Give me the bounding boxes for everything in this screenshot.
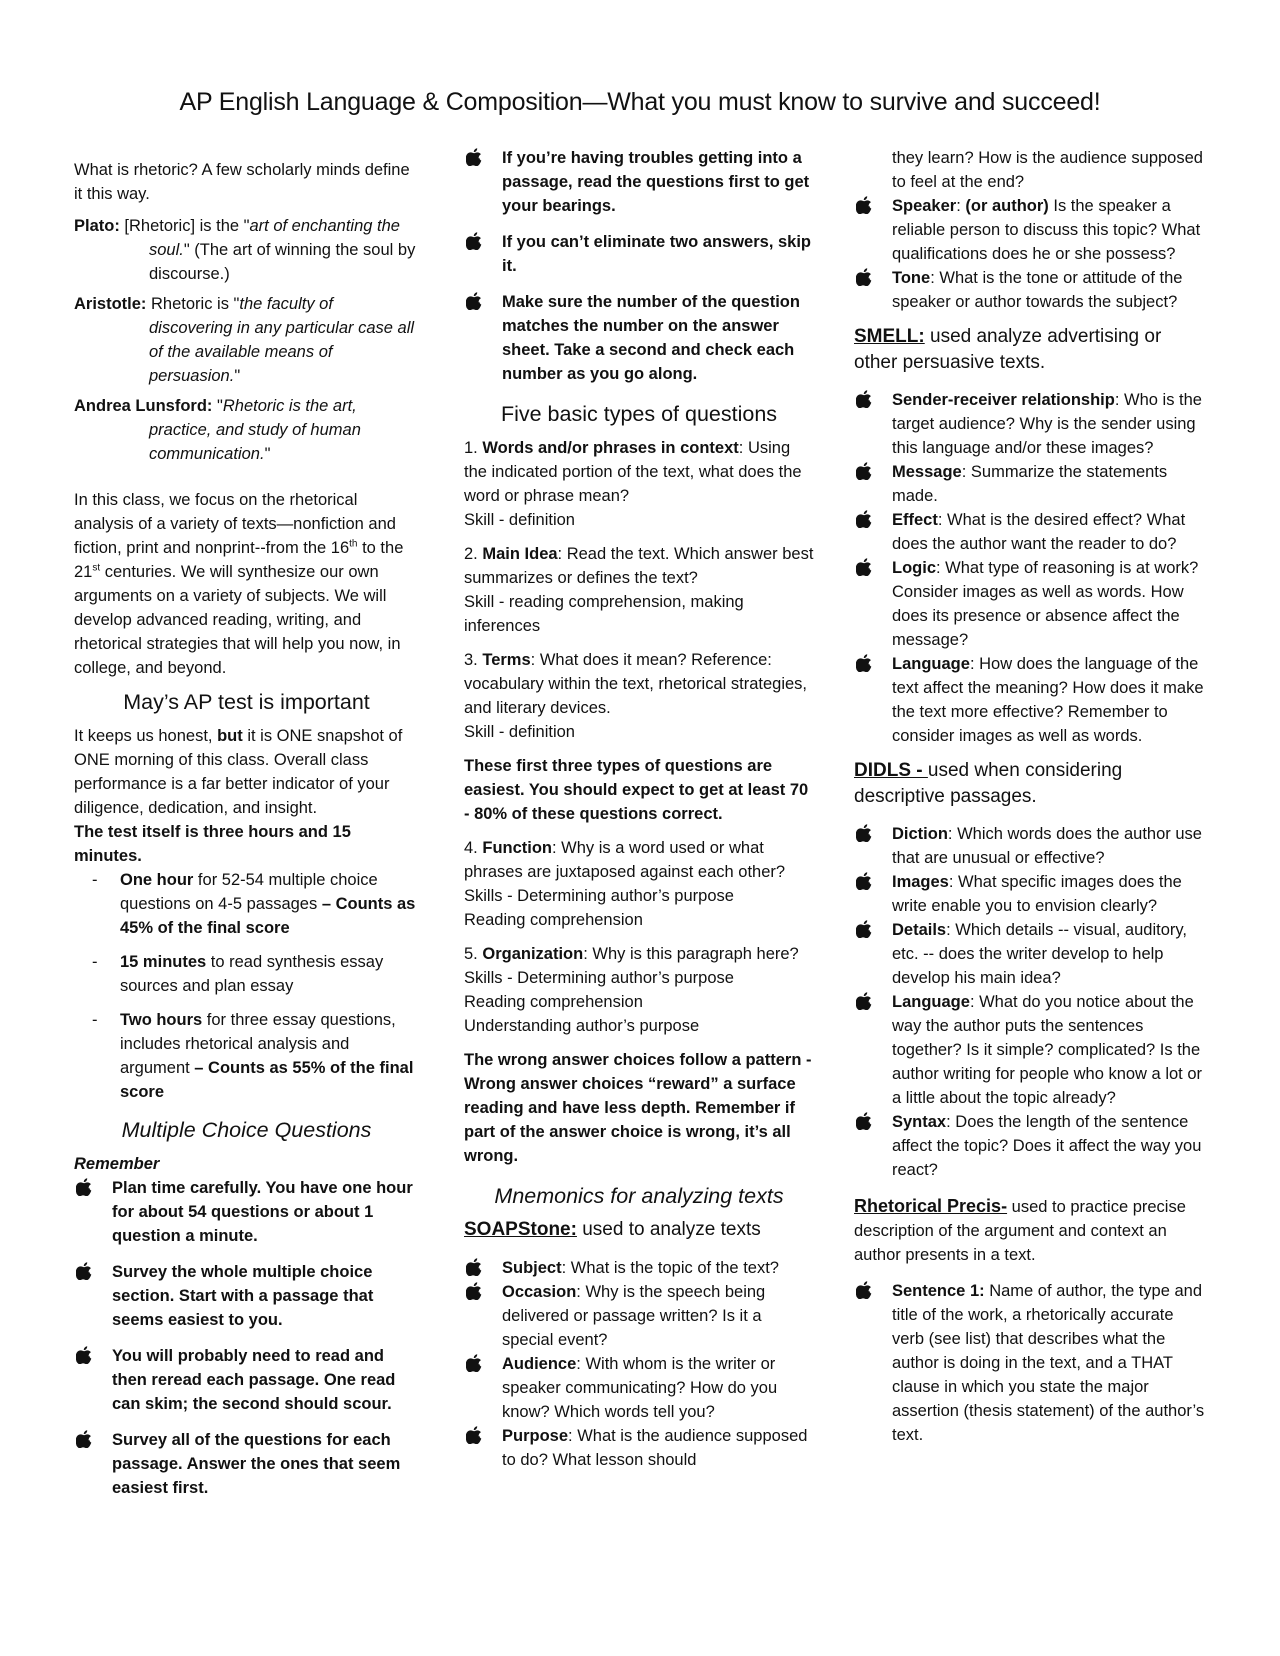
precis-list (854, 1279, 1206, 1447)
list-item (464, 290, 814, 386)
list-item (854, 1279, 1206, 1447)
type-name: Terms (482, 651, 531, 669)
item-text: : (956, 197, 966, 215)
definition-name: Aristotle: (74, 295, 147, 313)
list-item (464, 230, 814, 278)
tips-list (464, 146, 814, 386)
item-text: : How does the language of the text affect the meaning? How does it make the text more effective? Remember to consider images as well as words. (892, 655, 1204, 745)
type-desc: : Using the indicated portion of the text, what does the word or phrase mean? (464, 439, 802, 505)
definition-post: " (234, 367, 241, 385)
list-item (74, 868, 419, 940)
smell-desc: used analyze advertising or other persuasive texts. (854, 326, 1162, 373)
item-term: Syntax (892, 1113, 947, 1131)
list-item (464, 1256, 814, 1280)
soapstone-heading (464, 1218, 814, 1242)
type-desc: : What does it mean? Reference: vocabulary within the text, rhetorical strategies, and literary devices. (464, 651, 807, 717)
item-text: : What do you notice about the way the author puts the sentences together? Is it simple? complicated? Is the author writing for people who know a lot or a little about the topic already? (892, 993, 1203, 1107)
definition-pre: [Rhetoric] is the " (119, 217, 250, 235)
item-text: Make sure the number of the question matches the number on the answer sheet. Take a second and check each number as you go along. (502, 293, 800, 383)
apple-bullet-icon (466, 232, 482, 250)
list-item (854, 990, 1206, 1110)
dash-marker: - (92, 1011, 98, 1029)
question-type-desc (464, 836, 814, 884)
type-number: 1. (464, 439, 483, 457)
page-title: AP English Language & Composition—What you must know to survive and succeed! (179, 88, 1101, 116)
multiple-choice-heading: Multiple Choice Questions (121, 1118, 372, 1142)
item-text: : What type of reasoning is at work? Consider images as well as words. How does its presence or absence affect the message? (892, 559, 1199, 649)
soapstone-desc: used to analyze texts (576, 1219, 761, 1240)
didls-label: DIDLS - (854, 760, 928, 781)
apple-bullet-icon (856, 824, 872, 842)
type-skill: Skill - definition (464, 511, 575, 529)
list-item (74, 950, 419, 998)
honest-text-c: it is ONE snapshot of ONE morning of this class. Overall class performance is a far better indicator of your diligence, dedication, and insight. (74, 727, 403, 817)
item-term: Images (892, 873, 949, 891)
type-name: Words and/or phrases in context (482, 439, 739, 457)
rhetoric-intro: What is rhetoric? A few scholarly minds define it this way. (74, 161, 410, 203)
item-term: Details (892, 921, 947, 939)
item-bold: Two hours (120, 1011, 203, 1029)
apple-bullet-icon (856, 196, 872, 214)
smell-list (854, 388, 1206, 748)
apple-bullet-icon (466, 1354, 482, 1372)
type-number: 4. (464, 839, 483, 857)
question-types-heading: Five basic types of questions (500, 402, 778, 426)
test-length: The test itself is three hours and 15 minutes. (74, 823, 351, 865)
apple-bullet-icon (856, 462, 872, 480)
honest-paragraph (74, 724, 419, 820)
definition-quote: Rhetoric is the art, practice, and study of human communication. (149, 397, 361, 463)
column-1 (74, 158, 419, 1500)
item-text: to read synthesis essay sources and plan essay (120, 953, 384, 995)
definition-name: Plato: (74, 217, 120, 235)
question-type (464, 542, 814, 638)
class-description (74, 488, 419, 680)
question-type-desc (464, 942, 814, 966)
definition-name: Andrea Lunsford: (74, 397, 213, 415)
definition-aristotle (74, 292, 419, 388)
apple-bullet-icon (856, 992, 872, 1010)
apple-bullet-icon (856, 558, 872, 576)
item-term: Speaker (892, 197, 957, 215)
definition-pre: " (212, 397, 223, 415)
item-text: If you’re having troubles getting into a passage, read the questions first to get your bearings. (502, 149, 810, 215)
apple-bullet-icon (76, 1346, 92, 1364)
apple-bullet-icon (466, 1426, 482, 1444)
didls-heading (854, 758, 1206, 810)
item-term: Purpose (502, 1427, 569, 1445)
item-term: Language (892, 655, 970, 673)
item-term: Effect (892, 511, 938, 529)
list-item (854, 652, 1206, 748)
type-skill: Skills - Determining author’s purpose (464, 887, 734, 905)
apple-bullet-icon (856, 920, 872, 938)
list-item (854, 918, 1206, 990)
definition-lunsford (74, 394, 419, 466)
apple-bullet-icon (856, 1281, 872, 1299)
item-text: : Summarize the statements made. (892, 463, 1168, 505)
list-item (854, 388, 1206, 460)
question-type-desc (464, 648, 814, 720)
item-text: Name of author, the type and title of the work, a rhetorically accurate verb (see list) that describes what the author is doing in the text, and a THAT clause in which you state the major assertion (thesis statement) of the author’s text. (892, 1282, 1205, 1444)
list-item (854, 460, 1206, 508)
list-item (464, 1424, 814, 1472)
apple-bullet-icon (466, 1258, 482, 1276)
item-text: : What is the audience supposed to do? What lesson should (502, 1427, 808, 1469)
list-item (854, 194, 1206, 266)
apple-bullet-icon (856, 510, 872, 528)
class-text-c: centuries. We will synthesize our own arguments on a variety of subjects. We will develop advanced reading, writing, and rhetorical strategies that will help you now, in college, and beyond. (74, 563, 401, 677)
apple-bullet-icon (856, 268, 872, 286)
apple-bullet-icon (466, 148, 482, 166)
item-bold: 15 minutes (120, 953, 207, 971)
item-text: for three essay questions, includes rhetorical analysis and argument (120, 1011, 396, 1077)
type-desc: : Read the text. Which answer best summarizes or defines the text? (464, 545, 814, 587)
precis-label: Rhetorical Precis- (854, 1196, 1008, 1216)
item-term: Logic (892, 559, 936, 577)
list-item (74, 1260, 419, 1332)
question-type (464, 942, 814, 1038)
item-bold: One hour (120, 871, 194, 889)
soapstone-list (464, 1256, 814, 1472)
type-skill: Skills - Determining author’s purpose (464, 969, 734, 987)
apple-bullet-icon (856, 390, 872, 408)
item-text: : With whom is the writer or speaker communicating? How do you know? Which words tell you? (502, 1355, 778, 1421)
smell-heading (854, 324, 1206, 376)
mnemonics-heading: Mnemonics for analyzing texts (494, 1184, 784, 1208)
class-text-a: In this class, we focus on the rhetorical analysis of a variety of texts—nonfiction and fiction, print and nonprint--from the 16 (74, 491, 396, 557)
item-text: Survey the whole multiple choice section. Start with a passage that seems easiest to you. (112, 1263, 374, 1329)
test-breakdown-list (74, 868, 419, 1104)
item-text: : Which words does the author use that are unusual or effective? (892, 825, 1202, 867)
list-item (854, 870, 1206, 918)
item-text: You will probably need to read and then reread each passage. One read can skim; the second should scour. (112, 1347, 396, 1413)
wrong-answer-note: The wrong answer choices follow a pattern - Wrong answer choices “reward” a surface reading and have less depth. Remember if part of the answer choice is wrong, it’s all wrong. (464, 1051, 812, 1165)
remember-label: Remember (74, 1155, 160, 1173)
list-item (74, 1176, 419, 1248)
item-term: Sentence 1: (892, 1282, 985, 1300)
item-text: : What is the tone or attitude of the speaker or author towards the subject? (892, 269, 1183, 311)
definition-post: " (The art of winning the soul by discourse.) (149, 241, 416, 283)
item-text: : What is the topic of the text? (561, 1259, 779, 1277)
definition-quote: art of enchanting the soul. (149, 217, 400, 259)
list-item (854, 556, 1206, 652)
item-text: : What specific images does the write enable you to envision clearly? (892, 873, 1182, 915)
item-text: : Why is the speech being delivered or passage written? Is it a special event? (502, 1283, 766, 1349)
apple-bullet-icon (856, 654, 872, 672)
type-desc: : Why is a word used or what phrases are juxtaposed against each other? (464, 839, 786, 881)
item-text-2: Is the speaker a reliable person to discuss this topic? What qualifications does he or she possess? (892, 197, 1201, 263)
item-text: : Does the length of the sentence affect the topic? Does it affect the way you react? (892, 1113, 1202, 1179)
first-three-note: These first three types of questions are easiest. You should expect to get at least 70 - 80% of these questions correct. (464, 757, 809, 823)
item-bold-2: – Counts as 45% of the final score (120, 895, 416, 937)
type-skill: Skill - reading comprehension, making inferences (464, 593, 744, 635)
item-term: Sender-receiver relationship (892, 391, 1115, 409)
dash-marker: - (92, 953, 98, 971)
definition-plato (74, 214, 419, 286)
item-text: : What is the desired effect? What does the author want the reader to do? (892, 511, 1186, 553)
didls-desc: used when considering descriptive passages. (854, 760, 1123, 807)
question-type-desc (464, 542, 814, 590)
item-term-2: (or author) (965, 197, 1049, 215)
apple-bullet-icon (76, 1178, 92, 1196)
class-text-b: to the 21 (74, 539, 404, 581)
smell-label: SMELL: (854, 326, 925, 347)
definition-quote: the faculty of discovering in any particular case all of the available means of persuasion. (149, 295, 415, 385)
list-item (74, 1008, 419, 1104)
item-term: Audience (502, 1355, 577, 1373)
list-item (74, 1428, 419, 1500)
item-term: Diction (892, 825, 948, 843)
type-skill: Skill - definition (464, 723, 575, 741)
soapstone-list-continued (854, 194, 1206, 314)
list-item (74, 1344, 419, 1416)
type-number: 3. (464, 651, 483, 669)
type-skill: Understanding author’s purpose (464, 1017, 700, 1035)
item-term: Subject (502, 1259, 562, 1277)
question-type (464, 836, 814, 932)
type-name: Main Idea (482, 545, 558, 563)
apple-bullet-icon (856, 1112, 872, 1130)
apple-bullet-icon (76, 1430, 92, 1448)
question-type (464, 648, 814, 744)
purpose-continued: they learn? How is the audience supposed to feel at the end? (892, 149, 1203, 191)
item-term: Language (892, 993, 970, 1011)
type-name: Function (482, 839, 553, 857)
superscript-th: th (349, 538, 358, 550)
honest-text-a: It keeps us honest, (74, 727, 218, 745)
honest-text-bold: but (217, 727, 243, 745)
type-skill: Reading comprehension (464, 993, 643, 1011)
definition-post: " (264, 445, 271, 463)
dash-marker: - (92, 871, 98, 889)
type-name: Organization (482, 945, 584, 963)
type-desc: : Why is this paragraph here? (583, 945, 799, 963)
list-item (464, 1280, 814, 1352)
type-number: 2. (464, 545, 483, 563)
apple-bullet-icon (856, 872, 872, 890)
column-2 (464, 146, 814, 1472)
list-item (464, 146, 814, 218)
item-text: Survey all of the questions for each passage. Answer the ones that seem easiest first. (112, 1431, 401, 1497)
precis-heading (854, 1194, 1206, 1267)
remember-list (74, 1176, 419, 1500)
soapstone-label: SOAPStone: (464, 1219, 577, 1240)
item-text: for 52-54 multiple choice questions on 4-5 passages (120, 871, 378, 913)
item-text: : Who is the target audience? Why is the sender using this language and/or these images? (892, 391, 1202, 457)
item-text: : Which details -- visual, auditory, etc. -- does the writer develop to help develop his main idea? (892, 921, 1187, 987)
item-bold-2: – Counts as 55% of the final score (120, 1059, 414, 1101)
apple-bullet-icon (466, 292, 482, 310)
list-item (854, 822, 1206, 870)
definition-pre: Rhetoric is " (146, 295, 240, 313)
superscript-st: st (92, 562, 101, 574)
item-term: Occasion (502, 1283, 577, 1301)
question-type (464, 436, 814, 532)
item-text: Plan time carefully. You have one hour for about 54 questions or about 1 question a minute. (112, 1179, 413, 1245)
item-text: If you can’t eliminate two answers, skip it. (502, 233, 812, 275)
list-item (854, 1110, 1206, 1182)
list-item (854, 508, 1206, 556)
ap-test-heading: May’s AP test is important (123, 690, 370, 714)
apple-bullet-icon (466, 1282, 482, 1300)
item-term: Message (892, 463, 962, 481)
question-type-desc (464, 436, 814, 508)
column-3 (854, 146, 1206, 1447)
type-number: 5. (464, 945, 483, 963)
didls-list (854, 822, 1206, 1182)
item-term: Tone (892, 269, 931, 287)
list-item (854, 266, 1206, 314)
precis-desc: used to practice precise description of the argument and context an author presents in a text. (854, 1198, 1186, 1264)
type-skill: Reading comprehension (464, 911, 643, 929)
apple-bullet-icon (76, 1262, 92, 1280)
list-item (464, 1352, 814, 1424)
